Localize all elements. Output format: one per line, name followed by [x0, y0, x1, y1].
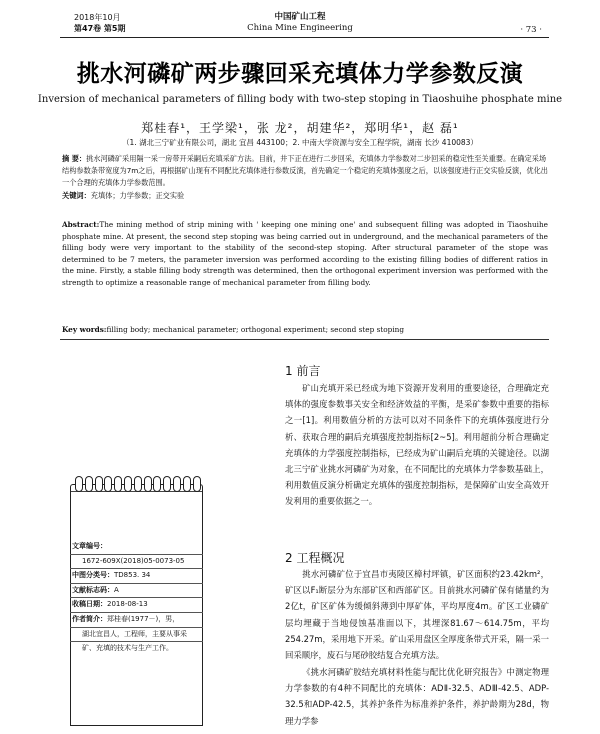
- article-info-row: [70, 583, 203, 598]
- article-info-row: [70, 612, 203, 627]
- header-divider: [60, 37, 549, 38]
- notepad-ring: [193, 476, 201, 492]
- article-info-value: 2018-08-13: [107, 600, 148, 609]
- paper-title-en: Inversion of mechanical parameters of filling body with two-step stoping in Tiaoshuihe phosphate mine: [37, 94, 563, 105]
- notepad-ring: [153, 476, 161, 492]
- notepad-icon: [70, 476, 203, 540]
- notepad-ring: [144, 476, 152, 492]
- notepad-ring: [163, 476, 171, 492]
- keywords-cn: [62, 190, 548, 202]
- section-2-paragraph-1: [285, 566, 549, 663]
- page-number: · 73 ·: [520, 25, 542, 35]
- abstract-cn-label: 摘 要：: [62, 154, 87, 163]
- section-1-text: 矿山充填开采已经成为地下资源开发利用的重要途径，合理确定充填体的强度参数事关安全和经济效益的平衡，是采矿参数中重要的指标之一[1]。利用数值分析的方法可以对不同条件下的充填体强度进行分析、获取合理的嗣后充填强度控制指标[2~5]。利用超前分析合理确定充填体的力学强度控制指标，已经成为矿山嗣后充填的关键途径。以湖北三宁矿业挑水河磷矿为对象，在不同配比的充填体力学参数基础上，利用数值反演分析确定充填体的强度控制指标，是保障矿山安全高效开发利用的重要依据之一。: [285, 383, 549, 507]
- issue-volume: 第47卷 第5期: [74, 24, 126, 33]
- notepad-ring: [85, 476, 93, 492]
- abstract-divider: [60, 339, 549, 340]
- journal-name-cn: 中国矿山工程: [274, 12, 326, 22]
- paper-title: 挑水河磷矿两步骤回采充填体力学参数反演: [76, 61, 524, 87]
- article-info-label: 文献标志码：: [72, 585, 114, 594]
- keywords-cn-text: 充填体；力学参数；正交实验: [90, 190, 185, 200]
- keywords-en: [62, 325, 548, 334]
- article-info-label: 中图分类号：: [72, 571, 114, 580]
- article-info-row: [70, 568, 203, 583]
- section-2-text-2: 《挑水河磷矿胶结充填材料性能与配比优化研究报告》中测定物理力学参数的有4种不同配比的充填体：ADⅡ-32.5、ADⅢ-42.5、ADP-32.5和ADP-42.5，其养护条件为标准养护条件，养护龄期为28d，物理力学参: [285, 667, 549, 726]
- affiliation: （1. 湖北三宁矿业有限公司，湖北 宜昌 443100；2. 中南大学资源与安全工程学院，湖南 长沙 410083）: [122, 138, 478, 147]
- issue-date: 2018年10月: [74, 13, 121, 22]
- article-info-label: 文章编号：: [72, 542, 107, 550]
- article-info-value: A: [114, 585, 119, 594]
- keywords-en-text: filling body; mechanical parameter; orthogonal experiment; second step stoping: [106, 325, 405, 334]
- article-info-value: TD853. 34: [114, 571, 151, 580]
- section-2-text-1: 挑水河磷矿位于宜昌市夷陵区樟村坪镇，矿区面积约23.42km²，矿区以F₁断层分为东部矿区和西部矿区。目前挑水河磷矿保有储量约为2亿t，矿区矿体为缓倾斜薄到中厚矿体，平均厚度4m。矿区工业磷矿层均埋藏于当地侵蚀基准面以下，其埋深81.67～614.75m，平均254.27m，采用地下开采。矿山采用盘区全厚度条带式开采，隔一采一回采顺序，废石与尾砂胶结复合充填方法。: [285, 569, 549, 661]
- notepad-ring: [134, 476, 142, 492]
- keywords-en-label: Key words:: [62, 325, 107, 334]
- article-info: [70, 540, 203, 656]
- article-info-row: [70, 554, 203, 569]
- article-info-value: 湖北宜昌人，工程师，主要从事采: [82, 629, 187, 638]
- abstract-en-label: Abstract:: [62, 220, 100, 229]
- notepad-ring: [75, 476, 83, 492]
- abstract-cn: [62, 153, 548, 202]
- notepad-ring: [183, 476, 191, 492]
- article-info-label: 收稿日期：: [72, 600, 107, 609]
- article-info-value: 郑桂春(1977－)，男，: [107, 614, 180, 623]
- journal-name: [0, 12, 600, 34]
- article-info-value: 矿、充填的技术与生产工作。: [82, 644, 173, 653]
- article-info-value: 1672-609X(2018)05-0073-05: [82, 556, 185, 565]
- notepad-ring: [124, 476, 132, 492]
- abstract-en-text: The mining method of strip mining with ' keeping one mining one' and subsequent filling was adopted in Tiaoshuihe phosphate mine. At present, the second step stoping was being carried out in underground, and the mechanical parameters of the filling body were very important to the stability of the second-step stoping. After structural parameter of the stope was determined to be 7 meters, the parameter inversion was performed according to the existing filling bodies of different ratios in the mine. Firstly, a stable filling body strength was determined, then the orthogonal experiment inversion was performed with the strength to optimize a reasonable range of mechanical parameter from filling body.: [62, 220, 548, 287]
- article-info-label: 作者简介：: [72, 614, 107, 623]
- section-1-paragraph: [285, 380, 549, 510]
- article-info-row: [70, 540, 203, 554]
- journal-name-en: China Mine Engineering: [247, 23, 353, 33]
- article-info-row: [70, 627, 203, 642]
- notepad-ring: [104, 476, 112, 492]
- section-2-paragraph-2: [285, 664, 549, 729]
- notepad-ring: [114, 476, 122, 492]
- section-1-heading: 1 前言: [285, 364, 321, 378]
- abstract-en: [62, 219, 548, 289]
- notepad-ring: [173, 476, 181, 492]
- article-info-row: [70, 597, 203, 612]
- notepad-ring: [95, 476, 103, 492]
- article-info-row: [70, 641, 203, 656]
- abstract-cn-text: 挑水河磷矿采用隔一采一房带开采嗣后充填采矿方法。目前，井下正在进行二步回采，充填体力学参数对二步回采的稳定性至关重要。在确定采场结构参数条带宽度为7m之后，再根据矿山现有不同配比充填体进行参数反演，首先确定一个稳定的充填体强度之后，以该强度进行正交实验反演，优化出一个合理的充填体力学参数范围。: [62, 154, 548, 188]
- abstract-cn-body: [62, 153, 548, 190]
- authors: 郑桂春¹，王学梁¹，张 龙²，胡建华²，郑明华¹，赵 磊¹: [141, 121, 459, 135]
- keywords-cn-label: 关键词：: [62, 190, 91, 200]
- section-2-heading: 2 工程概况: [285, 551, 345, 565]
